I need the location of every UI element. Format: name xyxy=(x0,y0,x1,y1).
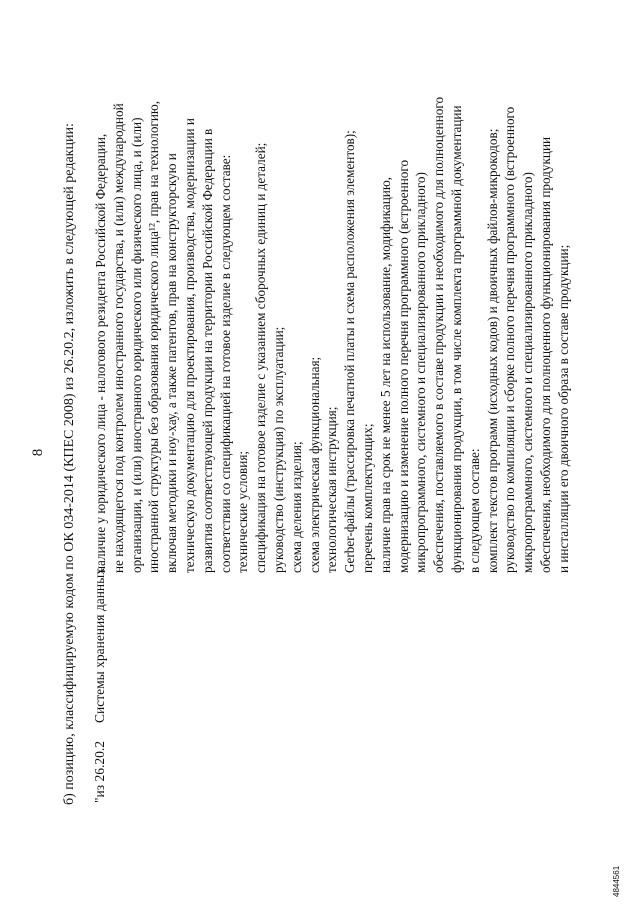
requirement-line: руководство (инструкция) по эксплуатации; xyxy=(270,326,286,573)
requirement-line: иностранной структуры без образования юридического лица¹², прав на технологию, xyxy=(146,100,162,573)
product-code: "из 26.20.2 xyxy=(92,741,107,803)
requirement-line: модернизацию и изменение полного перечня программного (встроенного xyxy=(395,159,411,573)
requirement-line: руководство по компиляции и сборке полного перечня программного (встроенного xyxy=(502,106,518,573)
requirement-line: технологическая инструкция; xyxy=(324,406,340,573)
requirement-line: наличие прав на срок не менее 5 лет на использование, модификацию, xyxy=(377,177,393,573)
requirement-line: техническую документацию для проектирования, производства, модернизации и xyxy=(181,118,197,573)
requirement-line: и инсталляции его двоичного образа в составе продукции; xyxy=(555,244,571,573)
requirement-line: включая методики и ноу-хау, а также патентов, прав на конструкторскую и xyxy=(164,153,180,573)
requirement-line: обеспечения, необходимого для полноценного функционирования продукции xyxy=(537,136,553,573)
intro-text: б) позицию, классифицируемую кодом по ОК 034-2014 (КПЕС 2008) из 26.20.2, изложить в следующей редакции: xyxy=(62,123,77,805)
requirement-line: схема электрическая функциональная; xyxy=(306,356,322,573)
requirement-line: обеспечения, поставляемого в составе продукции и необходимого для полноценного xyxy=(431,96,447,573)
page-number: 8 xyxy=(30,448,46,457)
requirement-line: комплект текстов программ (исходных кодов) и двоичных файлов-микрокодов; xyxy=(484,128,500,573)
requirements-text xyxy=(92,97,573,573)
requirement-line: микропрограммного, системного и специализированного прикладного) xyxy=(413,172,429,573)
requirement-line: организации, и (или) иностранного юридического или физического лица, и (или) xyxy=(128,117,144,573)
requirement-line: схема деления изделия; xyxy=(288,441,304,573)
requirement-line: не находящегося под контролем иностранного государства, и (или) международной xyxy=(110,103,126,573)
requirement-line: соответствии со спецификацией на готовое изделие в следующем составе: xyxy=(217,154,233,573)
requirement-line: в следующем составе: xyxy=(466,448,482,573)
requirement-line: Gerber-файлы (трассировка печатной платы и схема расположения элементов); xyxy=(342,130,358,573)
requirement-line: наличие у юридического лица - налогового резидента Российской Федерации, xyxy=(93,133,108,573)
requirement-line: технические условия; xyxy=(235,450,251,573)
requirement-line: функционирования продукции, в том числе комплекта программной документации xyxy=(448,105,464,573)
requirement-line: развития соответствующей продукции на территории Российской Федерации в xyxy=(199,128,215,573)
product-name: Системы хранения данных xyxy=(92,568,107,723)
requirement-line: перечень комплектующих; xyxy=(359,423,375,573)
requirement-line: спецификация на готовое изделие с указанием сборочных единиц и деталей; xyxy=(253,142,269,573)
document-id: 4844561 xyxy=(612,865,621,897)
requirement-line: микропрограммного, системного и специализированного прикладного) xyxy=(520,172,536,573)
